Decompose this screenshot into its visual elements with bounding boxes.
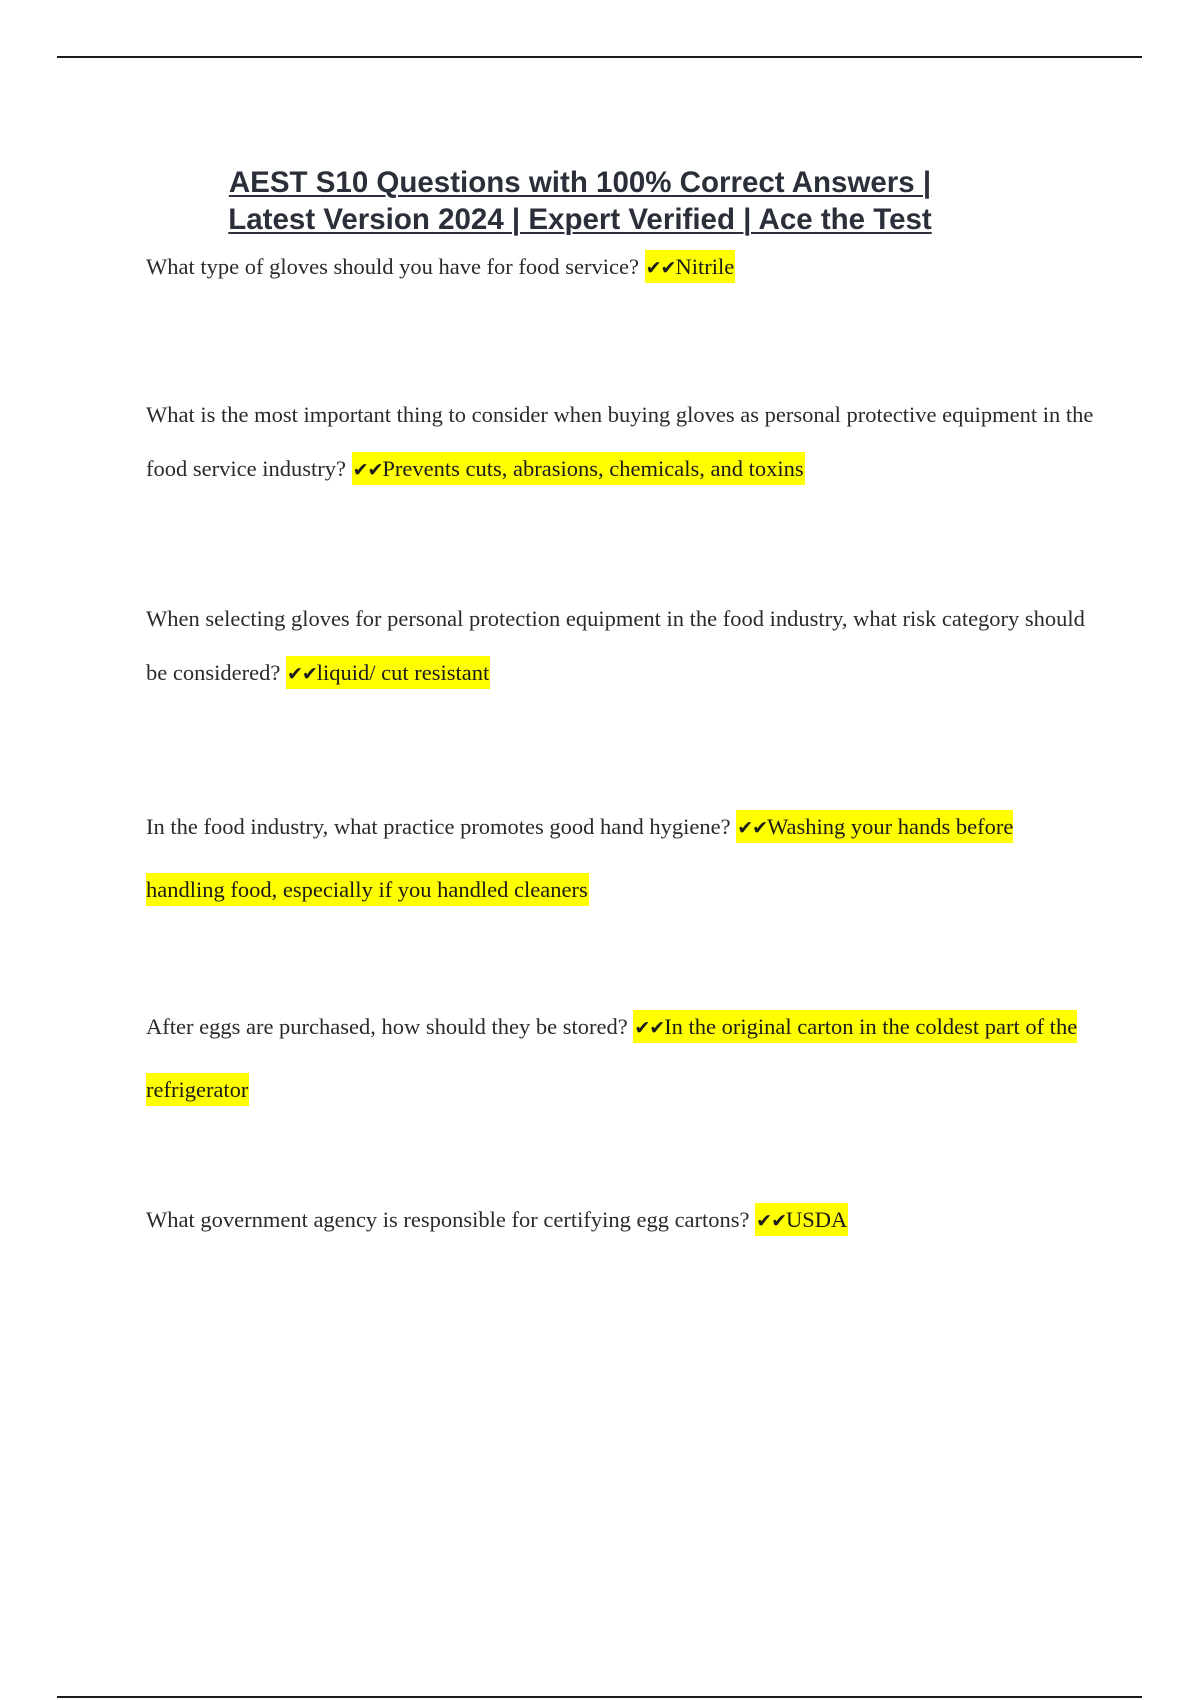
answer-text: Washing your hands before handling food, especially if you handled cleaners [146, 814, 1014, 902]
question-text: What is the most important thing to consider when buying gloves as personal protective equipment in the food service industry? [146, 402, 1094, 481]
document-title [100, 164, 1060, 238]
double-check-icon: ✔✔ [286, 663, 317, 685]
answer-highlight [286, 656, 490, 689]
answer-text: Nitrile [675, 254, 735, 279]
answer-text: liquid/ cut resistant [316, 660, 490, 685]
question-text: What government agency is responsible for certifying egg cartons? [146, 1207, 750, 1232]
answer-highlight [755, 1203, 848, 1236]
question-text: When selecting gloves for personal protection equipment in the food industry, what risk category should be considered? [146, 606, 1085, 685]
document-title-line-2: Latest Version 2024 | Expert Verified | Ace the Test [228, 202, 932, 236]
question-text: What type of gloves should you have for food service? [146, 254, 639, 279]
answer-text: USDA [786, 1207, 848, 1232]
qa-item [146, 592, 1096, 701]
answer-text: Prevents cuts, abrasions, chemicals, and toxins [382, 456, 804, 481]
qa-item [146, 1193, 1096, 1248]
double-check-icon: ✔✔ [737, 817, 768, 839]
document-title-line-1: AEST S10 Questions with 100% Correct Answers | [228, 165, 932, 199]
double-check-icon: ✔✔ [756, 1210, 787, 1232]
double-check-icon: ✔✔ [634, 1017, 665, 1039]
double-check-icon: ✔✔ [352, 459, 383, 481]
qa-item [146, 796, 1096, 920]
answer-highlight [645, 250, 736, 283]
top-rule [57, 56, 1142, 58]
bottom-rule [57, 1696, 1142, 1698]
answer-text: In the original carton in the coldest part of the refrigerator [146, 1014, 1078, 1102]
double-check-icon: ✔✔ [645, 257, 676, 279]
qa-item [146, 240, 1096, 295]
question-text: After eggs are purchased, how should they be stored? [146, 1014, 628, 1039]
qa-item [146, 388, 1096, 497]
qa-item [146, 996, 1096, 1120]
answer-highlight [352, 452, 805, 485]
question-text: In the food industry, what practice promotes good hand hygiene? [146, 814, 731, 839]
